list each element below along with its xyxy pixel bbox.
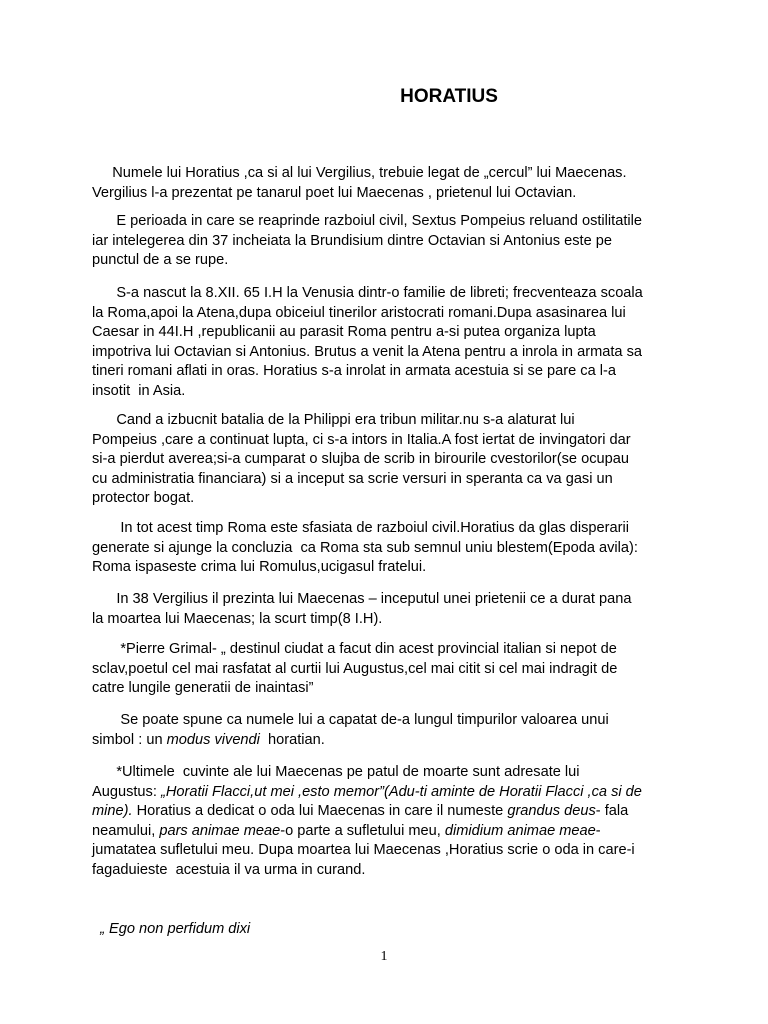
paragraph <box>92 411 692 509</box>
text-line <box>92 802 692 822</box>
text-run: horatian. <box>259 731 325 748</box>
paragraph <box>92 590 692 629</box>
text-run: catre lungile generatii de inaintasi” <box>92 680 314 697</box>
paragraph <box>92 519 692 578</box>
text-run: *Ultimele cuvinte ale lui Maecenas pe patul de moarte sunt adresate lui <box>92 764 580 780</box>
text-run: Vergilius l-a prezentat pe tanarul poet lui Maecenas , prietenul lui Octavian. <box>92 184 577 201</box>
text-line <box>92 660 692 680</box>
text-line <box>92 610 692 630</box>
text-run: - fala <box>595 803 629 820</box>
text-run: la moartea lui Maecenas; la scurt timp(8 I.H). <box>92 610 383 627</box>
italic-text: mine). <box>92 803 133 820</box>
text-line <box>92 304 692 324</box>
text-run: Augustus: <box>92 783 161 800</box>
text-line <box>92 164 692 184</box>
text-line <box>92 861 692 881</box>
text-line <box>92 590 692 610</box>
text-line <box>92 362 692 382</box>
text-line <box>92 450 692 470</box>
text-run: neamului, <box>92 822 160 839</box>
text-line <box>92 539 692 559</box>
text-line <box>92 284 692 304</box>
paragraph <box>92 164 692 203</box>
text-run: sclav,poetul cel mai rasfatat al curtii lui Augustus,cel mai citit si cel mai indragit de <box>92 660 618 677</box>
text-run: E perioada in care se reaprinde razboiul civil, Sextus Pompeius reluand ostilitatile <box>92 213 642 229</box>
paragraph <box>92 284 692 402</box>
text-run: Pompeius ,care a continuat lupta, ci s-a intors in Italia.A fost iertat de invingatori dar <box>92 431 631 448</box>
text-line <box>92 431 692 451</box>
text-run: cu administratia financiara) si a inceput sa scrie versuri in speranta ca va gasi un <box>92 470 613 487</box>
paragraph <box>92 711 692 750</box>
text-run: punctul de a se rupe. <box>92 252 229 269</box>
text-run: iar intelegerea din 37 incheiata la Brundisium dintre Octavian si Antonius este pe <box>92 232 613 249</box>
page-title: HORATIUS <box>400 86 498 107</box>
text-line <box>92 558 692 578</box>
text-run: S-a nascut la 8.XII. 65 I.H la Venusia dintr-o familie de libreti; frecventeaza scoala <box>92 285 643 301</box>
italic-text: grandus deus <box>507 803 596 820</box>
text-line <box>92 251 692 271</box>
text-run: simbol : un <box>92 731 167 748</box>
text-line <box>92 783 692 803</box>
text-run: Caesar in 44I.H ,republicanii au parasit Roma pentru a-si putea organiza lupta <box>92 324 596 341</box>
italic-text: modus vivendi <box>166 731 260 748</box>
text-run: In 38 Vergilius il prezinta lui Maecenas – inceputul unei prietenii ce a durat pana <box>92 591 632 607</box>
text-line <box>92 519 692 539</box>
text-line <box>92 212 692 232</box>
text-run: generate si ajunge la concluzia ca Roma sta sub semnul uniu blestem(Epoda avila): <box>92 539 638 556</box>
italic-text: pars animae meae <box>159 822 281 839</box>
text-line <box>92 323 692 343</box>
text-line <box>92 411 692 431</box>
text-line <box>92 184 692 204</box>
text-line <box>92 232 692 252</box>
text-run: jumatatea sufletului meu. Dupa moartea lui Maecenas ,Horatius scrie o oda in care-i <box>92 842 635 859</box>
paragraph <box>92 920 692 940</box>
text-line <box>92 489 692 509</box>
text-run: protector bogat. <box>92 490 195 507</box>
paragraph <box>92 212 692 271</box>
text-line <box>92 679 692 699</box>
italic-text: dimidium animae meae <box>444 822 596 839</box>
text-run: -o parte a sufletului meu, <box>280 822 445 839</box>
text-run: *Pierre Grimal- „ destinul ciudat a facut din acest provincial italian si nepot de <box>92 641 617 657</box>
text-line <box>92 822 692 842</box>
text-run: Horatius a dedicat o oda lui Maecenas in care il numeste <box>132 803 508 820</box>
text-run: Roma ispaseste crima lui Romulus,ucigasul fratelui. <box>92 559 427 576</box>
text-run: fagaduieste acestuia il va urma in curand. <box>92 861 366 878</box>
text-line <box>92 470 692 490</box>
text-run: la Roma,apoi la Atena,dupa obiceiul tinerilor aristocrati romani.Dupa asasinarea lui <box>92 304 626 321</box>
text-run: Cand a izbucnit batalia de la Philippi era tribun militar.nu s-a alaturat lui <box>92 412 575 428</box>
text-run: In tot acest timp Roma este sfasiata de razboiul civil.Horatius da glas disperarii <box>92 520 629 536</box>
text-line <box>92 343 692 363</box>
text-run: insotit in Asia. <box>92 382 186 399</box>
text-line <box>92 731 692 751</box>
text-run: Numele lui Horatius ,ca si al lui Vergilius, trebuie legat de „cercul” lui Maecenas. <box>92 165 627 181</box>
page-number: 1 <box>380 949 388 964</box>
text-line <box>92 640 692 660</box>
text-line <box>92 763 692 783</box>
paragraph <box>92 763 692 881</box>
text-line <box>92 711 692 731</box>
text-line <box>92 841 692 861</box>
italic-text: „ Ego non perfidum dixi <box>92 921 251 937</box>
text-line <box>92 920 692 940</box>
text-run: tineri romani aflati in oras. Horatius s-a inrolat in armata acestuia si se pare ca l-a <box>92 363 616 380</box>
paragraph <box>92 640 692 699</box>
text-line <box>92 382 692 402</box>
italic-text: „Horatii Flacci,ut mei ,esto memor”(Adu-ti aminte de Horatii Flacci ,ca si de <box>160 783 642 800</box>
text-run: - <box>595 822 601 839</box>
text-run: impotriva lui Octavian si Antonius. Brutus a venit la Atena pentru a inrola in armata sa <box>92 343 642 360</box>
text-run: si-a pierdut averea;si-a cumparat o slujba de scrib in birourile cvestorilor(se ocupau <box>92 451 629 468</box>
text-run: Se poate spune ca numele lui a capatat de-a lungul timpurilor valoarea unui <box>92 712 609 728</box>
